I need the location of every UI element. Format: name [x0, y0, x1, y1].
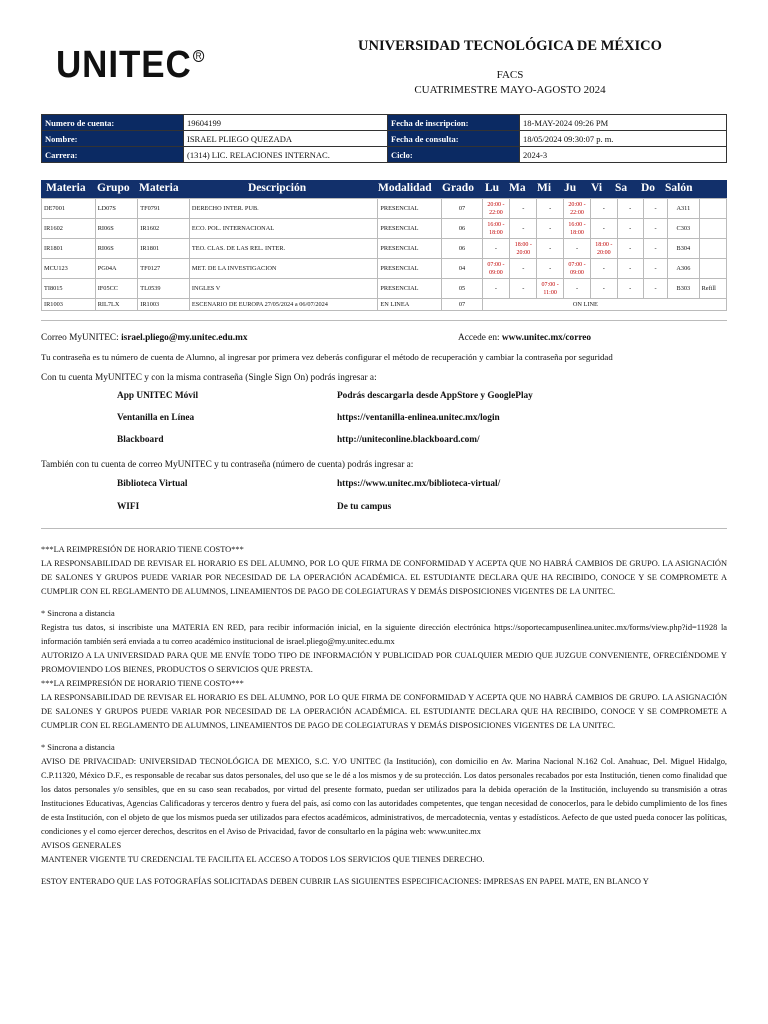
cell-lu: 07:00 - 09:00	[482, 259, 509, 279]
cell-extra	[699, 259, 726, 279]
cell-lu: -	[482, 279, 509, 299]
sync-note-2: * Sincrona a distancia	[41, 743, 115, 752]
schedule-header	[41, 180, 727, 198]
cell-materia2: TF0127	[138, 259, 190, 279]
cell-extra: Refill	[699, 279, 726, 299]
cell-ju: 07:00 - 09:00	[563, 259, 590, 279]
cell-mi: -	[537, 199, 563, 219]
col-materia: Materia	[46, 182, 86, 194]
account-label: Numero de cuenta:	[42, 115, 184, 131]
password-note: Tu contraseña es tu número de cuenta de Alumno, al ingresar por primera vez deberás configurar el método de recuperación y cambiar la contraseña por seguridad	[41, 352, 613, 362]
email-line	[41, 333, 247, 343]
cell-grado: 04	[442, 259, 483, 279]
cell-lu: -	[482, 239, 509, 259]
notes-section	[41, 543, 727, 889]
cell-mi: -	[537, 259, 563, 279]
cell-sa: -	[617, 239, 643, 259]
cell-salon: A306	[668, 259, 699, 279]
cell-desc: DERECHO INTER. PUB.	[189, 199, 377, 219]
authorize-note: AUTORIZO A LA UNIVERSIDAD PARA QUE ME ENVÍE TODO TIPO DE INFORMACIÓN Y PUBLICIDAD POR CUALQUIER MEDIO QUE JUZGUE CONVENIENTE, OFRECIÉNDOME Y PROMOVIENDO LOS BIENES, PRODUCTOS O SERVICIOS QUE PRESTA.	[41, 651, 727, 674]
table-row-online	[42, 299, 727, 311]
col-salon: Salón	[665, 182, 693, 194]
privacy-notice: AVISO DE PRIVACIDAD: UNIVERSIDAD TECNOLÓGICA DE MEXICO, S.C. Y/O UNITEC (la Institución), con domicilio en Av. Marina Nacional N.162 Col. Anahuac, Del. Miguel Hidalgo, C.P.11320, México D.F., es responsable de recabar sus datos personales, del uso que se le dé a los mismos y de su protección. Los datos personales recabados por esta Institución, tienen como finalidad que los datos personales y/o sensibles, que en su caso sean recabados, por virtud del presente formato, puedan ser utilizados para la debida operación de la Institución, incluyendo su transmisión a otras Instituciones Educativas, Agencias Calificadoras y terceros dentro y fuera del país, así como con las autoridades competentes, que tengan necesidad de conocerlos, para le debido cumplimiento de los fines de esta Institución, con el objeto de que los mismos pueda ser utilizados para efectos académicos, administrativos, de mercadotecnia, ventas y estadísticos. Aefecto de que usted pueda conocer las políticas, condiciones y el como ejercer derechos, descritos en el Aviso de Privacidad, favor de consultarlo en la página web: www.unitec.mx	[41, 757, 727, 836]
cell-lu: 20:00 - 22:00	[482, 199, 509, 219]
cycle-label: Ciclo:	[388, 147, 520, 163]
register-note: Registra tus datos, si inscribiste una MATERIA EN RED, para recibir información inicial, en la siguiente dirección electrónica https://soportecampusenlinea.unitec.mx/forms/view.php?id=11928 la información también será enviada a tu correo académico institucional de israel.pliego@my.unitec.edu.mx	[41, 623, 727, 646]
cell-ma: -	[510, 219, 537, 239]
cell-grado: 07	[442, 299, 483, 311]
cell-modalidad: EN LINEA	[378, 299, 442, 311]
cell-modalidad: PRESENCIAL	[378, 199, 442, 219]
name-label: Nombre:	[42, 131, 184, 147]
cell-ju: 20:00 - 22:00	[563, 199, 590, 219]
col-sa: Sa	[615, 182, 628, 194]
responsibility-note-2: LA RESPONSABILIDAD DE REVISAR EL HORARIO ES DEL ALUMNO, POR LO QUE FIRMA DE CONFORMIDAD Y ACEPTA QUE NO HABRÁ CAMBIOS DE GRUPO. LA ASIGNACIÓN DE SALONES Y GRUPOS PUEDE VARIAR POR NECESIDAD DE LA OPERACIÓN ACADÉMICA. EL ESTUDIANTE DECLARA QUE HA RECIBIDO, CONOCE Y SE COMPROMETE A CUMPLIR CON EL REGLAMENTO DE ALUMNOS, LINEAMIENTOS DE PAGO DE COLEGIATURAS Y DEMÁS DISPOSICIONES VIGENTES DE LA UNITEC.	[41, 693, 727, 730]
cell-materia: IR1602	[42, 219, 96, 239]
table-row	[42, 259, 727, 279]
table-row	[42, 279, 727, 299]
cell-desc: ECO. POL. INTERNACIONAL	[189, 219, 377, 239]
col-grado: Grado	[442, 182, 474, 194]
cell-mi: -	[537, 239, 563, 259]
cell-ju: 16:00 - 18:00	[563, 219, 590, 239]
col-ma: Ma	[509, 182, 526, 194]
logo-text: UNITEC	[56, 44, 192, 86]
service-biblioteca-value: https://www.unitec.mx/biblioteca-virtual/	[337, 479, 501, 489]
service-wifi-name: WIFI	[117, 502, 140, 512]
general-notices-title: AVISOS GENERALES	[41, 841, 122, 850]
col-mi: Mi	[537, 182, 552, 194]
cell-ju: -	[563, 279, 590, 299]
cell-grupo: RI06S	[95, 219, 138, 239]
cell-ma: -	[510, 199, 537, 219]
campus-name: FACS	[496, 69, 524, 81]
cell-do: -	[643, 239, 667, 259]
cell-extra	[699, 219, 726, 239]
cell-extra	[699, 199, 726, 219]
cell-materia2: TL0539	[138, 279, 190, 299]
col-lu: Lu	[485, 182, 500, 194]
col-materia-2: Materia	[139, 182, 179, 194]
access-label: Accede en:	[458, 333, 500, 343]
cell-vi: -	[591, 199, 617, 219]
cell-ju: -	[563, 239, 590, 259]
cell-mi: 07:00 - 11:00	[537, 279, 563, 299]
name-value: ISRAEL PLIEGO QUEZADA	[184, 131, 388, 147]
col-vi: Vi	[591, 182, 603, 194]
cell-materia2: TF0791	[138, 199, 190, 219]
cell-vi: -	[591, 279, 617, 299]
cell-salon: B303	[668, 279, 699, 299]
cell-vi: 18:00 - 20:00	[591, 239, 617, 259]
cell-vi: -	[591, 259, 617, 279]
service-ventanilla-value: https://ventanilla-enlinea.unitec.mx/login	[337, 413, 500, 423]
registered-mark-icon: R	[193, 50, 204, 62]
service-blackboard-name: Blackboard	[117, 435, 164, 445]
cycle-value: 2024-3	[520, 147, 727, 163]
enroll-date-value: 18-MAY-2024 09:26 PM	[520, 115, 727, 131]
reprint-note: ***LA REIMPRESIÓN DE HORARIO TIENE COSTO***	[41, 545, 244, 554]
access-url: www.unitec.mx/correo	[501, 333, 592, 343]
cell-lu: 16:00 - 18:00	[482, 219, 509, 239]
responsibility-note: LA RESPONSABILIDAD DE REVISAR EL HORARIO ES DEL ALUMNO, POR LO QUE FIRMA DE CONFORMIDAD Y ACEPTA QUE NO HABRÁ CAMBIOS DE GRUPO. LA ASIGNACIÓN DE SALONES Y GRUPOS PUEDE VARIAR POR NECESIDAD DE LA OPERACIÓN ACADÉMICA. EL ESTUDIANTE DECLARA QUE HA RECIBIDO, CONOCE Y SE COMPROMETE A CUMPLIR CON EL REGLAMENTO DE ALUMNOS, LINEAMIENTOS DE PAGO DE COLEGIATURAS Y DEMÁS DISPOSICIONES VIGENTES DE LA UNITEC.	[41, 559, 727, 596]
cell-vi: -	[591, 219, 617, 239]
cell-materia: MCU123	[42, 259, 96, 279]
cell-salon: B304	[668, 239, 699, 259]
email-label: Correo MyUNITEC:	[41, 333, 119, 343]
service-wifi-value: De tu campus	[337, 502, 392, 512]
sso-note: Con tu cuenta MyUNITEC y con la misma contraseña (Single Sign On) podrás ingresar a:	[41, 373, 377, 383]
cell-salon: C303	[668, 219, 699, 239]
cell-sa: -	[617, 219, 643, 239]
schedule-rows	[41, 198, 727, 311]
schedule-table	[41, 180, 727, 311]
cell-ma: 18:00 - 20:00	[510, 239, 537, 259]
divider	[41, 320, 727, 321]
credential-note: MANTENER VIGENTE TU CREDENCIAL TE FACILITA EL ACCESO A TODOS LOS SERVICIOS QUE TIENES DERECHO.	[41, 855, 485, 864]
cell-mi: -	[537, 219, 563, 239]
query-date-label: Fecha de consulta:	[388, 131, 520, 147]
service-app-name: App UNITEC Móvil	[117, 391, 199, 401]
photos-note: ESTOY ENTERADO QUE LAS FOTOGRAFÍAS SOLICITADAS DEBEN CUBRIR LAS SIGUIENTES ESPECIFICACIONES: IMPRESAS EN PAPEL MATE, EN BLANCO Y	[41, 877, 649, 886]
cell-sa: -	[617, 279, 643, 299]
cell-materia: IR1801	[42, 239, 96, 259]
service-blackboard-value: http://uniteconline.blackboard.com/	[337, 435, 480, 445]
service-biblioteca-name: Biblioteca Virtual	[117, 479, 188, 489]
unitec-logo	[56, 44, 205, 87]
cell-materia: IR1003	[42, 299, 96, 311]
cell-materia-2: IR1003	[138, 299, 190, 311]
col-ju: Ju	[564, 182, 577, 194]
cell-grado: 07	[442, 199, 483, 219]
col-grupo: Grupo	[97, 182, 130, 194]
table-row	[42, 239, 727, 259]
cell-grupo: LD07S	[95, 199, 138, 219]
career-label: Carrera:	[42, 147, 184, 163]
access-line	[458, 333, 591, 343]
account-value: 19604199	[184, 115, 388, 131]
cell-materia: DE7001	[42, 199, 96, 219]
cell-modalidad: PRESENCIAL	[378, 219, 442, 239]
cell-grupo: RIL7LX	[95, 299, 138, 311]
cell-grado: 06	[442, 239, 483, 259]
table-row	[42, 199, 727, 219]
cell-salon: A311	[668, 199, 699, 219]
cell-do: -	[643, 219, 667, 239]
table-row	[42, 219, 727, 239]
cell-grado: 05	[442, 279, 483, 299]
cell-ma: -	[510, 279, 537, 299]
cell-online-note: ON LINE	[482, 299, 726, 311]
cell-materia2: IR1801	[138, 239, 190, 259]
cell-do: -	[643, 199, 667, 219]
col-do: Do	[641, 182, 656, 194]
email-access-note: También con tu cuenta de correo MyUNITEC y tu contraseña (número de cuenta) podrás ingresar a:	[41, 460, 414, 470]
service-ventanilla-name: Ventanilla en Línea	[117, 413, 195, 423]
cell-sa: -	[617, 259, 643, 279]
cell-grupo: IF05CC	[95, 279, 138, 299]
service-app-value: Podrás descargarla desde AppStore y GooglePlay	[337, 391, 533, 401]
cell-grupo: RI06S	[95, 239, 138, 259]
reprint-note-2: ***LA REIMPRESIÓN DE HORARIO TIENE COSTO***	[41, 679, 244, 688]
career-value: (1314) LIC. RELACIONES INTERNAC.	[184, 147, 388, 163]
cell-materia: TI8015	[42, 279, 96, 299]
cell-grupo: PG04A	[95, 259, 138, 279]
cell-materia2: IR1602	[138, 219, 190, 239]
cell-extra	[699, 239, 726, 259]
cell-desc: INGLES V	[189, 279, 377, 299]
email-value: israel.pliego@my.unitec.edu.mx	[121, 333, 248, 343]
divider	[41, 528, 727, 529]
cell-desc: MET. DE LA INVESTIGACION	[189, 259, 377, 279]
cell-modalidad: PRESENCIAL	[378, 279, 442, 299]
period-name: CUATRIMESTRE MAYO-AGOSTO 2024	[414, 84, 606, 96]
cell-do: -	[643, 259, 667, 279]
query-date-value: 18/05/2024 09:30:07 p. m.	[520, 131, 727, 147]
enroll-date-label: Fecha de inscripcion:	[388, 115, 520, 131]
cell-descripcion: ESCENARIO DE EUROPA 27/05/2024 a 06/07/2024	[189, 299, 377, 311]
cell-ma: -	[510, 259, 537, 279]
sync-note: * Sincrona a distancia	[41, 609, 115, 618]
student-info-table	[41, 114, 727, 163]
cell-modalidad: PRESENCIAL	[378, 259, 442, 279]
university-title: UNIVERSIDAD TECNOLÓGICA DE MÉXICO	[358, 38, 662, 54]
cell-desc: TEO. CLAS. DE LAS REL. INTER.	[189, 239, 377, 259]
cell-grado: 06	[442, 219, 483, 239]
cell-do: -	[643, 279, 667, 299]
cell-modalidad: PRESENCIAL	[378, 239, 442, 259]
col-descripcion: Descripción	[248, 182, 307, 194]
col-modalidad: Modalidad	[378, 182, 432, 194]
cell-sa: -	[617, 199, 643, 219]
